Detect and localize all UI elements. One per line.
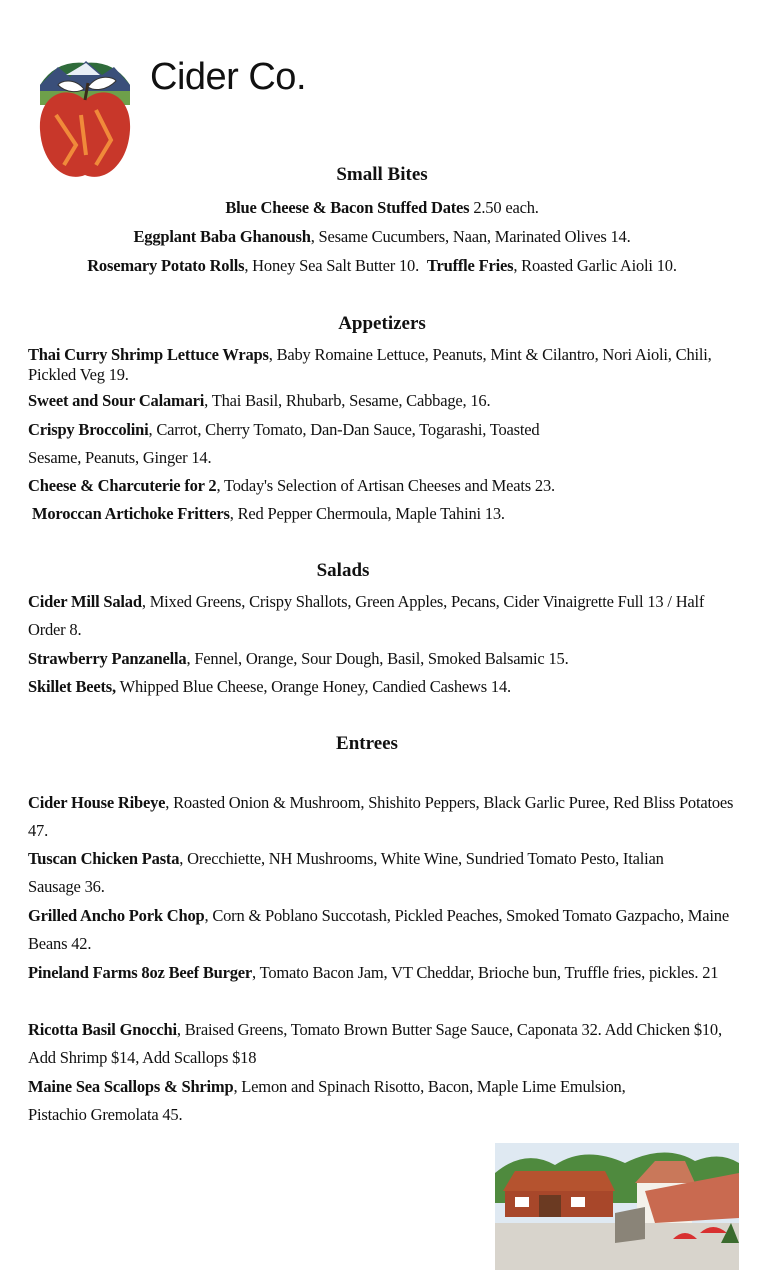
menu-item xyxy=(28,588,738,644)
item-description: , Orecchiette, NH Mushrooms, White Wine, Sundried Tomato Pesto, Italian Sausage 36. xyxy=(28,849,664,896)
section-title-salads: Salads xyxy=(316,560,370,581)
menu-item xyxy=(0,251,764,280)
menu-item xyxy=(28,387,728,415)
item-name: Moroccan Artichoke Fritters xyxy=(32,504,230,523)
menu-item xyxy=(0,222,764,251)
item-name: Strawberry Panzanella xyxy=(28,649,187,668)
item-description: Whipped Blue Cheese, Orange Honey, Candied Cashews 14. xyxy=(115,677,511,696)
menu-item xyxy=(28,645,728,673)
item-name: Pineland Farms 8oz Beef Burger xyxy=(28,963,253,982)
item-description: , Today's Selection of Artisan Cheeses and Meats 23. xyxy=(216,476,555,495)
menu-item xyxy=(28,845,708,901)
item-name: Maine Sea Scallops & Shrimp xyxy=(28,1077,234,1096)
menu-item xyxy=(28,1016,740,1072)
item-description: , Honey Sea Salt Butter 10. xyxy=(244,256,427,275)
brand-name: Cider Co. xyxy=(150,56,306,98)
menu-item xyxy=(32,500,732,528)
item-description: , Lemon and Spinach Risotto, Bacon, Maple Lime Emulsion, Pistachio Gremolata 45. xyxy=(28,1077,626,1124)
menu-item xyxy=(0,193,764,222)
menu-item xyxy=(28,472,758,500)
small-bites-list xyxy=(0,193,764,280)
item-name: Grilled Ancho Pork Chop xyxy=(28,906,205,925)
restaurant-illustration xyxy=(495,1143,739,1270)
section-title-entrees: Entrees xyxy=(336,733,398,754)
item-name: Cheese & Charcuterie for 2 xyxy=(28,476,217,495)
item-description: , Roasted Onion & Mushroom, Shishito Peppers, Black Garlic Puree, Red Bliss Potatoes 47. xyxy=(28,793,734,840)
item-name: Ricotta Basil Gnocchi xyxy=(28,1020,177,1039)
menu-item xyxy=(28,416,588,472)
item-description: , Sesame Cucumbers, Naan, Marinated Olives 14. xyxy=(310,227,631,246)
item-description: , Fennel, Orange, Sour Dough, Basil, Smoked Balsamic 15. xyxy=(186,649,569,668)
item-description: , Carrot, Cherry Tomato, Dan-Dan Sauce, Togarashi, Toasted Sesame, Peanuts, Ginger 14. xyxy=(28,420,540,467)
item-name: Cider Mill Salad xyxy=(28,592,142,611)
item-name: Cider House Ribeye xyxy=(28,793,166,812)
menu-item xyxy=(28,902,743,958)
item-description: 2.50 each. xyxy=(469,198,539,217)
menu-item xyxy=(28,673,728,701)
item-description: , Tomato Bacon Jam, VT Cheddar, Brioche bun, Truffle fries, pickles. 21 xyxy=(252,963,719,982)
item-description: , Braised Greens, Tomato Brown Butter Sage Sauce, Caponata 32. Add Chicken $10, Add Shrimp $14, Add Scallops $18 xyxy=(28,1020,722,1067)
item-name: Sweet and Sour Calamari xyxy=(28,391,205,410)
menu-item xyxy=(28,1073,678,1129)
item-description: , Mixed Greens, Crispy Shallots, Green Apples, Pecans, Cider Vinaigrette Full 13 / Half Order 8. xyxy=(28,592,705,639)
section-title-appetizers: Appetizers xyxy=(338,313,426,334)
item-name: Truffle Fries xyxy=(426,256,514,275)
menu-item xyxy=(28,789,743,845)
menu-item xyxy=(28,345,718,385)
item-name: Tuscan Chicken Pasta xyxy=(28,849,180,868)
item-name: Rosemary Potato Rolls xyxy=(87,256,245,275)
item-description: , Thai Basil, Rhubarb, Sesame, Cabbage, 16. xyxy=(204,391,491,410)
item-name: Crispy Broccolini xyxy=(28,420,149,439)
item-description: , Red Pepper Chermoula, Maple Tahini 13. xyxy=(229,504,505,523)
item-name: Blue Cheese & Bacon Stuffed Dates xyxy=(225,198,470,217)
item-description: , Corn & Poblano Succotash, Pickled Peaches, Smoked Tomato Gazpacho, Maine Beans 42. xyxy=(28,906,729,953)
menu-item xyxy=(28,959,743,987)
item-description: , Roasted Garlic Aioli 10. xyxy=(513,256,677,275)
item-description: , Baby Romaine Lettuce, Peanuts, Mint & Cilantro, Nori Aioli, Chili, Pickled Veg 19. xyxy=(28,345,712,384)
item-name: Skillet Beets, xyxy=(28,677,116,696)
item-name: Eggplant Baba Ghanoush xyxy=(133,227,311,246)
section-title-small-bites: Small Bites xyxy=(336,164,428,185)
item-name: Thai Curry Shrimp Lettuce Wraps xyxy=(28,345,269,364)
